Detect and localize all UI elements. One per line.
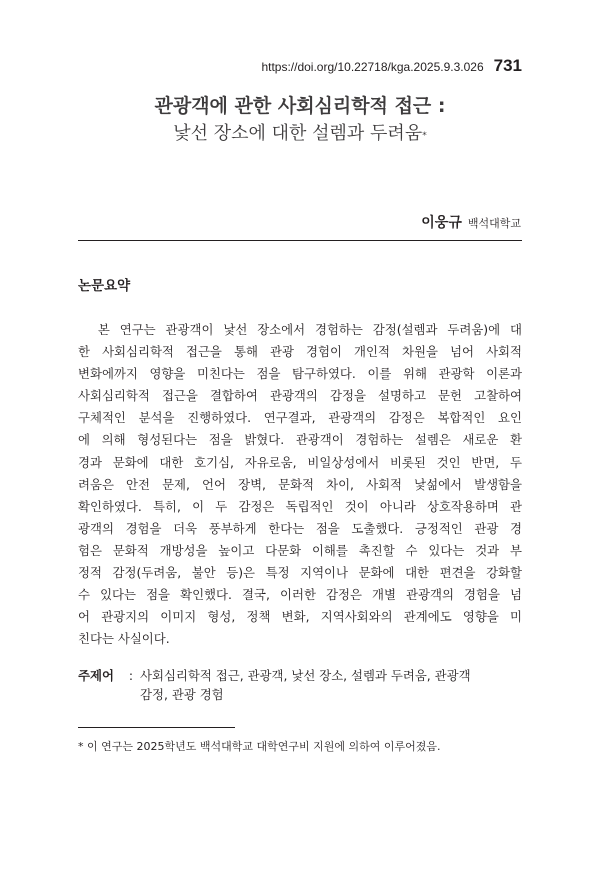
abstract-heading: 논문요약 [78,278,131,294]
author-name: 이웅규 [421,215,462,231]
paper-title: 관광객에 관한 사회심리학적 접근 : [154,95,446,117]
abstract-line: 에 의해 형성된다는 점을 밝혔다. 관광객이 경험하는 설렘은 새로운 환 [78,432,522,448]
page-number: 731 [493,56,522,75]
paper-subtitle [0,120,600,148]
abstract-line: 정적 감정(두려움, 불안 등)은 특정 지역이나 문화에 대한 편견을 강화할 [78,565,522,581]
author-block [421,212,521,232]
keywords-colon: : [128,668,134,683]
abstract-line: 경과 문화에 대한 호기심, 자유로움, 비일상성에서 비롯된 것인 반면, 두 [78,454,522,470]
abstract-line: 험은 문화적 개방성을 높이고 다문화 이해를 촉진할 수 있다는 것과 부 [78,542,522,558]
funding-footnote: * 이 연구는 2025학년도 백석대학교 대학연구비 지원에 의하여 이루어졌음. [78,740,441,753]
keywords-block [78,666,522,704]
abstract-line: 수 있다는 점을 확인했다. 결국, 이러한 감정은 개별 관광객의 경험을 넘 [78,587,522,603]
abstract-line: 변화에까지 영향을 미친다는 점을 탐구하였다. 이를 위해 관광학 이론과 [78,366,522,382]
abstract-line: 구체적인 분석을 진행하였다. 연구결과, 관광객의 감정은 복합적인 요인 [78,410,522,426]
keywords-line: 사회심리학적 접근, 관광객, 낯선 장소, 설렘과 두려움, 관광객 [140,668,471,683]
keywords-label: 주제어 [78,668,114,683]
abstract-line: 려움은 안전 문제, 언어 장벽, 문화적 차이, 사회적 낯섦에서 발생함을 [78,476,522,492]
abstract-line: 친다는 사실이다. [78,631,170,647]
abstract-line: 광객의 경험을 더욱 풍부하게 한다는 점을 도출했다. 긍정적인 관광 경 [78,520,522,536]
running-header [261,56,522,76]
keywords-list [140,666,522,704]
paper-subtitle-text: 낯선 장소에 대한 설렘과 두려움 [173,123,423,144]
abstract-body [78,319,522,650]
title-footnote-mark: * [422,131,427,141]
author-divider [78,240,522,241]
abstract-line: 본 연구는 관광객이 낯선 장소에서 경험하는 감정(설렘과 두려움)에 대 [78,322,522,337]
abstract-line: 한 사회심리학적 접근을 통해 관광 경험이 개인적 차원을 넘어 사회적 [78,344,522,360]
author-affiliation: 백석대학교 [467,217,521,230]
abstract-line: 확인하였다. 특히, 이 두 감정은 독립적인 것이 아니라 상호작용하며 관 [78,498,522,514]
title-block [0,92,600,148]
abstract-line: 사회심리학적 접근을 결합하여 관광객의 감정을 설명하고 문헌 고찰하여 [78,388,522,404]
abstract-line: 어 관광지의 이미지 형성, 정책 변화, 지역사회와의 관계에도 영향을 미 [78,609,522,625]
footnote-divider [78,727,235,728]
doi-link[interactable]: https://doi.org/10.22718/kga.2025.9.3.026 [261,60,484,74]
keywords-line: 감정, 관광 경험 [140,687,224,702]
